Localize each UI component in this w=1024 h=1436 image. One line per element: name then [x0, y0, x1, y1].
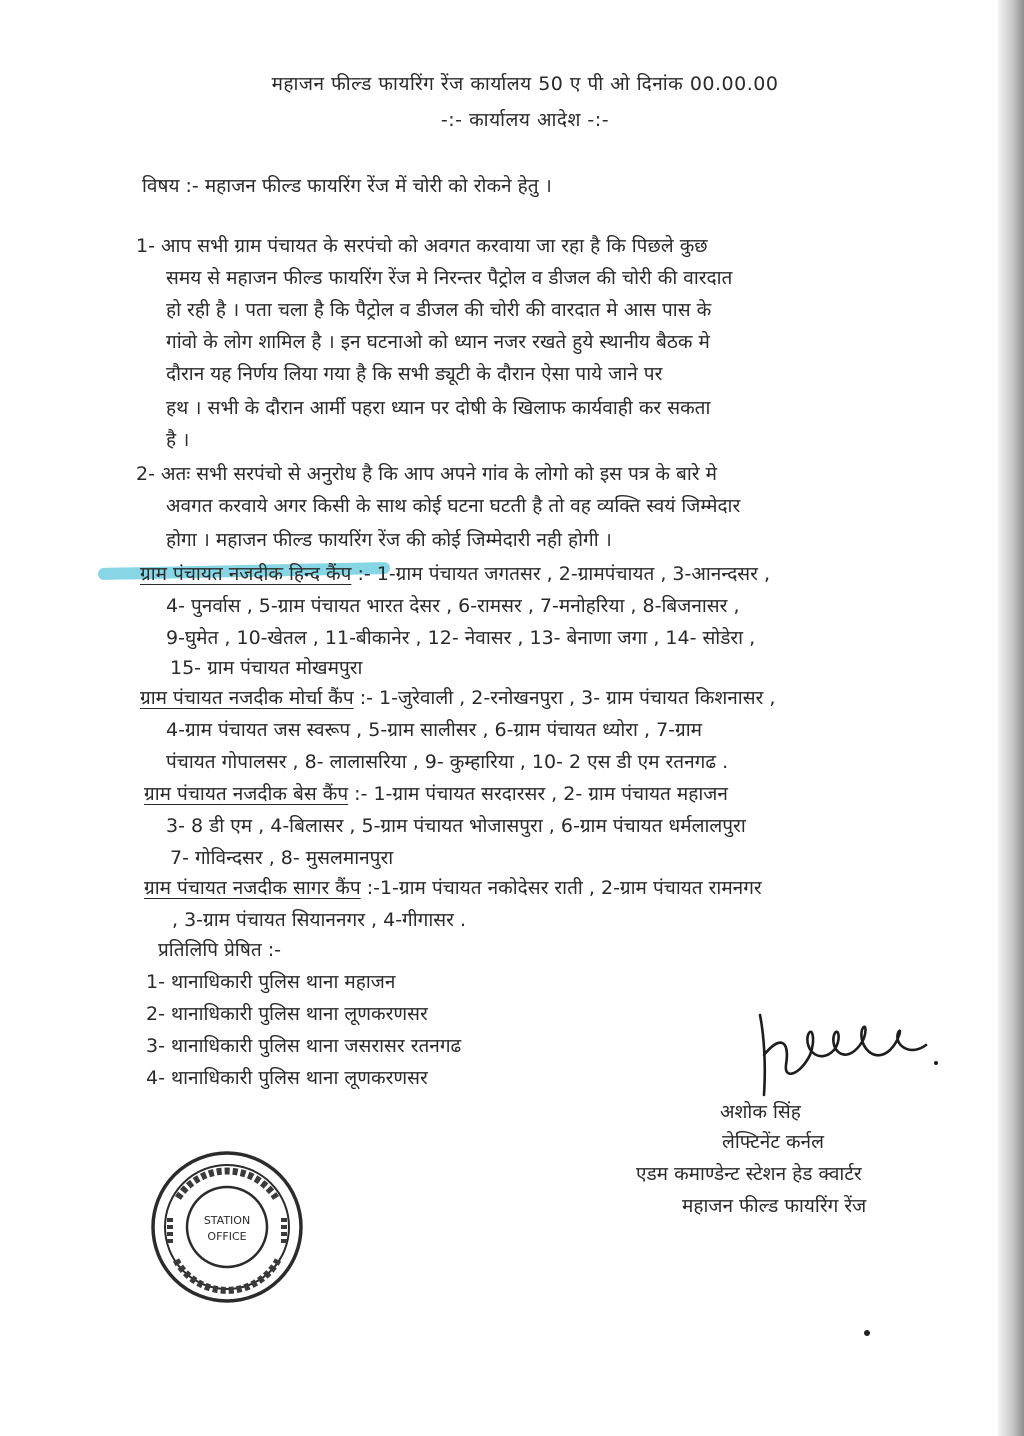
seal-center-line-2: OFFICE — [207, 1230, 247, 1243]
header-line-2: -:- कार्यालय आदेश -:- — [440, 109, 610, 131]
para1-line: है । — [166, 429, 190, 451]
group-line: 3- 8 डी एम , 4-बिलासर , 5-ग्राम पंचायत भोजासपुरा , 6-ग्राम पंचायत धर्मलालपुरा — [166, 815, 746, 837]
group-2-first-line — [140, 686, 775, 710]
group-heading: ग्राम पंचायत नजदीक बेस कैंप — [144, 783, 349, 805]
signatory-office: महाजन फील्ड फायरिंग रेंज — [682, 1195, 867, 1217]
para2-line: होगा । महाजन फील्ड फायरिंग रेंज की कोई जिम्मेदारी नही होगी । — [166, 529, 612, 551]
para1-line: समय से महाजन फील्ड फायरिंग रेंज मे निरन्तर पैट्रोल व डीजल की चोरी की वारदात — [166, 267, 733, 289]
group-3-first-line — [144, 782, 728, 806]
para1-line: हथ । सभी के दौरान आर्मी पहरा ध्यान पर दोषी के खिलाफ कार्यवाही कर सकता — [166, 397, 711, 419]
group-line: :- 1-जुरेवाली , 2-रनोखनपुरा , 3- ग्राम पंचायत किशनासर , — [359, 687, 776, 709]
ink-dot — [864, 1330, 870, 1336]
signature-block — [610, 995, 950, 1225]
copy-to-item: 3- थानाधिकारी पुलिस थाना जसरासर रतनगढ — [146, 1035, 462, 1057]
group-line: पंचायत गोपालसर , 8- लालासरिया , 9- कुम्हारिया , 10- 2 एस डी एम रतनगढ . — [166, 751, 729, 773]
para2-line: अवगत करवाये अगर किसी के साथ कोई घटना घटती है तो वह व्यक्ति स्वयं जिम्मेदार — [166, 495, 741, 517]
group-line: :- 1-ग्राम पंचायत सरदारसर , 2- ग्राम पंचायत महाजन — [354, 783, 728, 805]
handwritten-signature — [750, 995, 950, 1105]
group-heading: ग्राम पंचायत नजदीक हिन्द कैंप — [140, 563, 352, 585]
group-line: :-1-ग्राम पंचायत नकोदेसर राती , 2-ग्राम पंचायत रामनगर — [366, 877, 762, 899]
group-line: :- 1-ग्राम पंचायत जगतसर , 2-ग्रामपंचायत , 3-आनन्दसर , — [357, 563, 770, 585]
group-line: 4- पुनर्वास , 5-ग्राम पंचायत भारत देसर , 6-रामसर , 7-मनोहरिया , 8-बिजनासर , — [166, 595, 740, 617]
copy-to-label: प्रतिलिपि प्रेषित :- — [158, 939, 281, 961]
seal-center-line-1: STATION — [203, 1214, 251, 1227]
signatory-rank: लेफ्टिनेंट कर्नल — [722, 1131, 824, 1153]
official-seal — [148, 1148, 306, 1306]
group-line: 7- गोविन्दसर , 8- मुसलमानपुरा — [170, 847, 394, 869]
group-heading: ग्राम पंचायत नजदीक मोर्चा कैंप — [140, 687, 354, 709]
copy-to-item: 1- थानाधिकारी पुलिस थाना महाजन — [146, 971, 396, 993]
group-line: 15- ग्राम पंचायत मोखमपुरा — [170, 657, 363, 679]
seal-graphic — [148, 1148, 306, 1306]
header-line-1: महाजन फील्ड फायरिंग रेंज कार्यालय 50 ए पी ओ दिनांक 00.00.00 — [271, 73, 779, 95]
copy-to-item: 4- थानाधिकारी पुलिस थाना लूणकरणसर — [146, 1067, 428, 1089]
signatory-name: अशोक सिंह — [720, 1101, 801, 1123]
para1-line: 1- आप सभी ग्राम पंचायत के सरपंचो को अवगत करवाया जा रहा है कि पिछले कुछ — [136, 235, 708, 257]
group-line: , 3-ग्राम पंचायत सियाननगर , 4-गीगासर . — [172, 909, 466, 931]
group-4-first-line — [144, 876, 762, 900]
para2-line: 2- अतः सभी सरपंचो से अनुरोध है कि आप अपने गांव के लोगो को इस पत्र के बारे मे — [136, 463, 717, 485]
page-edge-shadow — [998, 0, 1024, 1436]
para1-line: हो रही है । पता चला है कि पैट्रोल व डीजल की चोरी की वारदात मे आस पास के — [166, 299, 712, 321]
group-line: 4-ग्राम पंचायत जस स्वरूप , 5-ग्राम सालीसर , 6-ग्राम पंचायत ध्योरा , 7-ग्राम — [166, 719, 703, 741]
signatory-designation: एडम कमाण्डेन्ट स्टेशन हेड क्वार्टर — [636, 1163, 862, 1185]
group-line: 9-घुमेत , 10-खेतल , 11-बीकानेर , 12- नेवासर , 13- बेनाणा जगा , 14- सोडेरा , — [166, 627, 756, 649]
para1-line: दौरान यह निर्णय लिया गया है कि सभी ड्यूटी के दौरान ऐसा पाये जाने पर — [166, 363, 663, 385]
copy-to-item: 2- थानाधिकारी पुलिस थाना लूणकरणसर — [146, 1003, 428, 1025]
para1-line: गांवो के लोग शामिल है । इन घटनाओ को ध्यान नजर रखते हुये स्थानीय बैठक मे — [166, 331, 710, 353]
subject-line: विषय :- महाजन फील्ड फायरिंग रेंज में चोरी को रोकने हेतु । — [142, 175, 552, 197]
group-heading: ग्राम पंचायत नजदीक सागर कैंप — [144, 877, 361, 899]
group-1-first-line — [140, 562, 770, 586]
